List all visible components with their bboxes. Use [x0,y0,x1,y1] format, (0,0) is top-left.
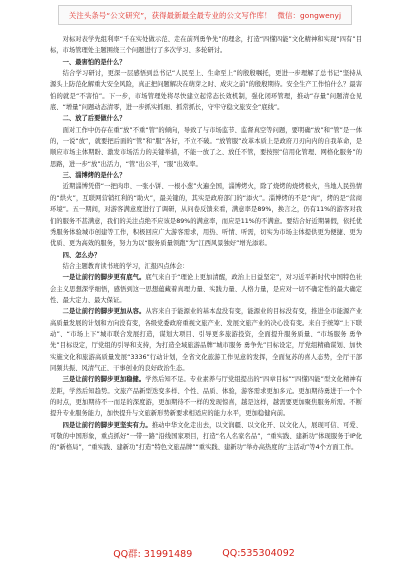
point-text-1: 底气来自于“理论上更加清醒，政治上日益坚定”，对习近平新时代中国特色社会主义思想深学细悟，感悟到这一思想蕴藏着真理力量、实践力量、人格力量，是应对一切不确定性的最大确定性、最大定力、最大保证。 [50,274,362,304]
promo-banner-wechat: 微信：gongwenyj [277,10,342,20]
point-paragraph-1 [50,272,362,306]
section-heading-3: 三、淄博烤的是什么？ [62,172,126,180]
promo-banner-text: 关注头条号“公文研究”，获得最新最全最专业的公文写作库！ [68,10,272,20]
section-paragraph-4: 结合主题教育读书班的学习，汇报四点体会： [62,262,189,270]
point-text-3: 学然后知不足。专业素养与厅党组提出的“四章目标”“四懂四能”型文化精神有差距，学然后知趋势。文旅产品新型迭变多样、个性、品质、体验，游客需求更加多元。更加期待勇进于一个个的时点，更加期待不一而足的深度游，更加期待不一样的发现惊喜，越是这样，越需要更加聚焦服务所需。不断提升专业服务能力，加快提升与文旅新形势新要求相适应的能力水平，更加稳健向前。 [50,376,362,418]
section-heading-4: 四、怎么办？ [62,251,101,259]
footer-contacts [0,546,408,560]
section-heading-2: 二、放了后要做什么？ [62,115,126,123]
qq-number: QQ:535304092 [222,547,295,559]
point-paragraph-4 [50,420,362,454]
point-text-2: 从容来自于能源业的基本盘没有变，能源业的目标没有变，推进全市能源产业高质量发展的计划和方向没有变，各级党委政府重视文旅产业、发展文旅产业的决心没有变。来自于统筹“上下联动”、“市场上下”城市联合发展打造，谋划大项目、引导更多旅游投资，全面提升服务质量、“市场服务 勇争先”目标设定，厅党组的引导和支持，为打造全域旅游品牌“城市服务 勇争先”目标设定，厅党组精确谋划、加快实施文化和旅游高质量发展“3336”行动计划，全省文化旅游工作见意的发挥，全面复苏的喜人态势，全厅干部同频共振、风清气正、干事创业的良好政治生态。 [50,308,362,372]
point-lead-1: 一是让前行的脚步更有底气。 [62,274,146,282]
point-lead-4: 四是让前行的脚步更坚实有力。 [62,421,152,429]
promo-banner [58,5,352,25]
section-paragraph-1: 结合学习研讨，更深一层感悟到总书记“人民至上、生命至上”的殷殷嘱托，更进一步理解了总书记“坚持从源头上防范化解重大安全风险，真正把问题解决在萌芽之时、成灾之前”的殷殷期待。安全生产工作怕什么？最害怕的就是“不害怕”。下一步，市场管理处将尽快建立起常态长效机制，强化闭环管理，推动“存量”问题清仓见底、“增量”问题动态清零，进一步抓实抓细、抓常抓长，守牢守稳文旅安全“底线”。 [50,70,362,112]
point-paragraph-2 [50,306,362,374]
section-heading-1: 一、最害怕的是什么？ [62,58,126,66]
document-body [50,34,362,534]
point-text-4: 推动中华文化走出去，以文润疆、以文化开、以文化人，展现可信、可爱、可敬的中国形象，重点抓好“一带一路”沿线国家项目，打造“名人名家名品”，“重实践、建新功”体现服务于IP化的“新格局”，“重实践、建新功”打造“特色文旅品牌”“重实践、建新功”举办高热度的“主活动”等4个方面工作。 [50,421,362,452]
point-paragraph-3 [50,374,362,419]
section-paragraph-2: 面对工作中仍存在重“放”不重“管”的倾向，导致了与市场监节、监督真空等问题，要明确“放”和“管”是一体的，一说“放”，就要把后面的“管”和“服”各好，不立不破。“放管服”改革本质上是政府刀刃向内的自我革命，是顺应市场主体期盼、激发市场活力的关键举措，不能一放了之、放任不管，要按照“信用化管理、网格化服务”的思路，进一步“放”出活力，“管”出公平，“服”出效率。 [50,126,362,168]
section-paragraph-3: 近期淄博凭借“一把肉串、一张小饼、一根小葱”火遍全国，淄博烤火，除了烧烤的烧烤极火，当地人民热情的“烘火”，互联网营销红利的“助火”，最关键的，其实是政府部门的“添火”。淄博烤的不是“肉”，烤的是“营商环境”。五一期间，对游客满意度进行了调研，从问卷反馈来看，满意率是89%，换言之，仍有11%的游客对我们的服务不甚满意，我们的关注点绝不应该是89%的满意率，而应是11%的不满意。要结合好近期暑假，依托优秀服务体验城市创建等工作，积极回应广大游客需求，用热、听情、听需，切实为市场主体提供更为便捷、更为优质、更为高效的服务，努力为以“服务质量领跑”为“江西风景独好”增光添彩。 [50,183,362,248]
point-lead-2: 二是让前行的脚步更加从容。 [62,308,146,316]
point-lead-3: 三是让前行的脚步更加稳健。 [62,376,146,384]
intro-paragraph: 对标对表学先组利率“千在实处做示范、走在前列勇争先”的理念，打造“四懂四能”文化精神和实现“四有”目标，市场管理处主题围绕三个问题进行了多次学习、多轮研讨。 [50,36,362,55]
qq-group-number: QQ群: 31991489 [113,549,193,560]
